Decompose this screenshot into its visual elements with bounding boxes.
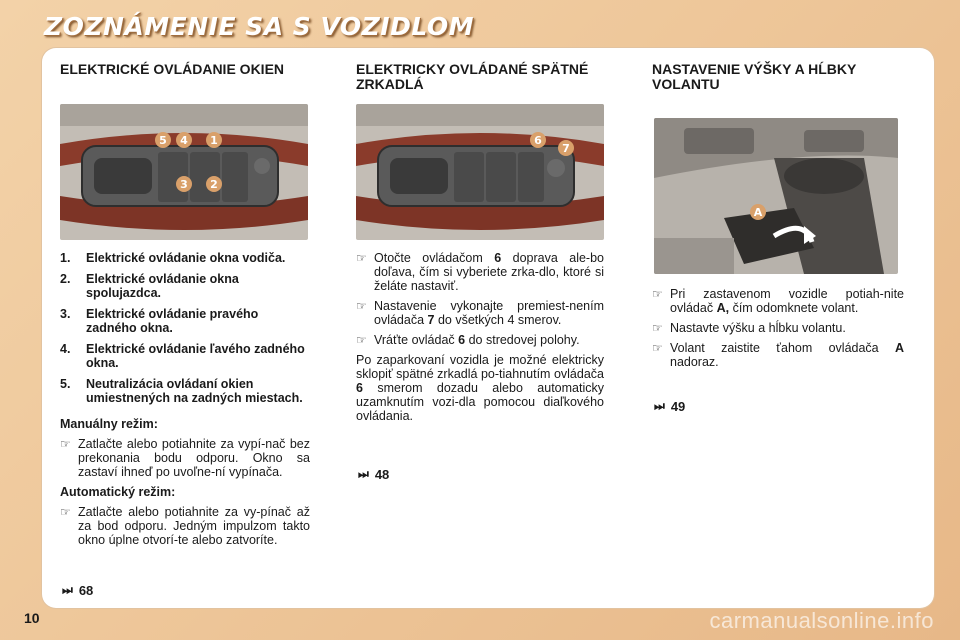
control-list [60,251,310,405]
section-heading: ELEKTRICKÉ OVLÁDANIE OKIEN [60,61,285,77]
manual-mode-bullet: ☞ Zatlačte alebo potiahnite za vypí-nač bez prekonania bodu odporu. Okno sa zastaví ihneď po uvoľne-ní vypínača. [60,437,310,479]
page-reference-49[interactable]: ⏭ 49 [654,399,686,414]
auto-mode-title: Automatický režim: [60,485,176,499]
label-7: 7 [562,142,570,155]
hand-pointer-icon: ☞ [652,321,663,335]
hand-pointer-icon: ☞ [60,505,71,519]
hand-pointer-icon: ☞ [652,287,663,301]
mirror-controls-photo [356,104,604,240]
list-item: 5. Neutralizácia ovládaní okien umiestnených na zadných miestach. [60,377,303,405]
fast-forward-icon: ⏭ [62,583,73,597]
steering-adjust-photo [654,118,898,274]
list-item: ☞ Otočte ovládačom 6 doprava ale-bo doľava, čím si vyberiete zrka-dlo, ktoré si želáte nastaviť. [356,251,604,293]
mirror-controls-text [356,251,604,423]
label-4: 4 [180,134,188,147]
list-item: ☞ Pri zastavenom vozidle potiah-nite ovládač A, čím odomknete volant. [652,287,904,315]
page-number: 10 [24,610,40,626]
page-reference-48[interactable]: ⏭ 48 [358,467,390,482]
hand-pointer-icon: ☞ [356,333,367,347]
section-steering-wheel [652,62,904,96]
list-item: ☞ Vráťte ovládač 6 do stredovej polohy. [356,333,580,347]
fast-forward-icon: ⏭ [654,399,665,413]
auto-mode-bullet: ☞ Zatlačte alebo potiahnite za vy-pínač až za bod odporu. Jedným impulzom takto okno úplne otvorí-te alebo zatvoríte. [60,505,310,547]
section-mirrors [356,62,606,96]
fast-forward-icon: ⏭ [358,467,369,481]
hand-pointer-icon: ☞ [356,299,367,313]
list-item: ☞ Volant zaistite ťahom ovládača A nadoraz. [652,341,904,369]
folding-paragraph: Po zaparkovaní vozidla je možné elektricky sklopiť spätné zrkadlá po-tiahnutím ovládača 6 smerom dozadu alebo automaticky uzamknutím vozi-dla pomocou diaľkového ovládania. [356,353,604,423]
label-a: A [753,206,763,219]
list-item: 2. Elektrické ovládanie okna spolujazdca. [60,272,239,300]
list-item: 3. Elektrické ovládanie pravého zadného okna. [60,307,259,335]
section-heading: NASTAVENIE VÝŠKY A HĹBKY VOLANTU [652,61,857,92]
list-item: 1. Elektrické ovládanie okna vodiča. [60,251,286,265]
list-item: ☞ Nastavte výšku a hĺbku volantu. [652,321,846,335]
label-2: 2 [210,178,218,191]
page-title: ZOZNÁMENIE SA S VOZIDLOM [44,12,475,41]
manual-mode-title: Manuálny režim: [60,417,158,431]
list-item: 4. Elektrické ovládanie ľavého zadného okna. [60,342,305,370]
label-1: 1 [210,134,218,147]
hand-pointer-icon: ☞ [652,341,663,355]
steering-adjust-text [652,287,904,375]
page-reference-68[interactable]: ⏭ 68 [62,583,94,598]
label-3: 3 [180,178,188,191]
label-5: 5 [159,134,167,147]
list-item: ☞ Nastavenie vykonajte premiest-nením ovládača 7 do všetkých 4 smerov. [356,299,604,327]
window-controls-photo [60,104,308,240]
hand-pointer-icon: ☞ [60,437,71,451]
label-6: 6 [534,134,542,147]
watermark: carmanualsonline.info [709,608,934,633]
section-window-controls [60,62,310,96]
window-controls-text [60,251,310,553]
hand-pointer-icon: ☞ [356,251,367,265]
section-heading: ELEKTRICKY OVLÁDANÉ SPÄTNÉ ZRKADLÁ [356,61,589,92]
